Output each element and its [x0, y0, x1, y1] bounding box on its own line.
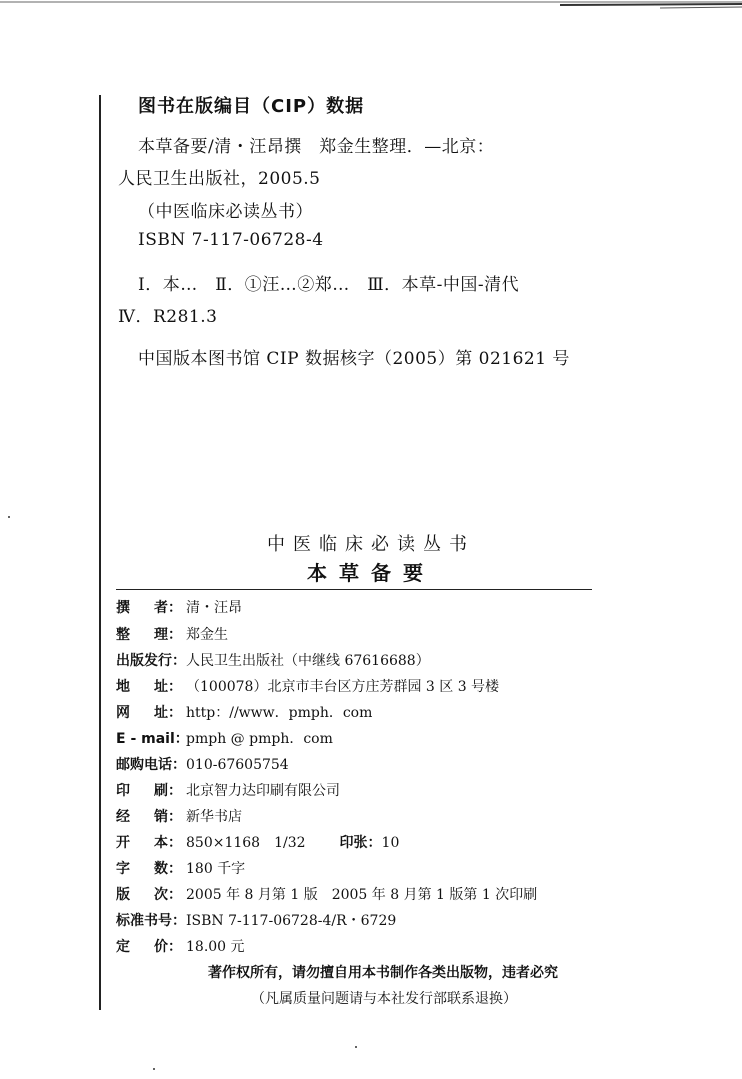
info-row-price [116, 936, 245, 958]
email-link[interactable]: pmph @ pmph．com [186, 731, 333, 747]
info-label: 标准书号： [116, 913, 186, 929]
info-row-author [116, 597, 242, 619]
info-row-edition [116, 884, 537, 906]
info-label: 经 销： [116, 809, 182, 825]
info-value: ISBN 7-117-06728-4/R・6729 [186, 913, 397, 929]
cip-line-series: （中医临床必读丛书） [138, 202, 313, 222]
info-row-isbn [116, 910, 396, 932]
info-value: （100078）北京市丰台区方庄芳群园 3 区 3 号楼 [186, 679, 500, 695]
info-row-distributor [116, 806, 242, 828]
info-value: 新华书店 [186, 809, 242, 825]
format-value: 850×1168 1/32 [186, 835, 306, 851]
info-value: 人民卫生出版社（中继线 67616688） [186, 653, 430, 669]
returns-notice: （凡属质量问题请与本社发行部联系退换） [251, 991, 517, 1007]
scan-speck [153, 1068, 155, 1070]
series-title: 中医临床必读丛书 [267, 534, 475, 555]
info-label: 定 价： [116, 939, 182, 955]
info-label: 撰 者： [116, 600, 182, 616]
cip-line-classification: Ⅳ．R281.3 [118, 307, 218, 327]
scan-speck [355, 1046, 357, 1048]
info-value: 2005 年 8 月第 1 版 2005 年 8 月第 1 版第 1 次印刷 [186, 887, 538, 903]
info-row-printer [116, 780, 340, 802]
info-label: 印 刷： [116, 783, 182, 799]
info-value: 18.00 元 [186, 939, 245, 955]
cip-line-isbn: ISBN 7-117-06728-4 [138, 230, 324, 250]
info-label: E - mail： [116, 731, 189, 747]
info-label: 开 本： [116, 835, 182, 851]
info-row-mail-order [116, 754, 289, 776]
info-label: 网 址： [116, 705, 182, 721]
cip-line-title: 本草备要/清・汪昂撰 郑金生整理．—北京： [138, 137, 495, 157]
colophon-top-rule [116, 589, 592, 590]
info-row-website [116, 702, 372, 724]
info-row-word-count [116, 858, 245, 880]
copyright-notice: 著作权所有，请勿擅自用本书制作各类出版物，违者必究 [208, 965, 558, 981]
info-label: 出版发行： [116, 653, 186, 669]
info-label: 邮购电话： [116, 757, 186, 773]
info-row-publisher [116, 650, 430, 672]
sheets-value: 10 [381, 835, 400, 851]
info-row-email [116, 728, 333, 750]
cip-line-publisher: 人民卫生出版社，2005.5 [118, 169, 321, 189]
info-value: 清・汪昂 [186, 600, 242, 616]
sheets-label: 印张： [339, 835, 382, 851]
cip-line-subjects: Ⅰ．本… Ⅱ．①汪…②郑… Ⅲ．本草-中国-清代 [138, 275, 520, 295]
book-title: 本草备要 [307, 561, 435, 585]
info-value: 北京智力达印刷有限公司 [186, 783, 340, 799]
info-row-format [116, 832, 399, 854]
cip-heading: 图书在版编目（CIP）数据 [138, 96, 365, 117]
info-label: 地 址： [116, 679, 182, 695]
cip-line-cip-number: 中国版本图书馆 CIP 数据核字（2005）第 021621 号 [138, 349, 570, 369]
info-value: 郑金生 [186, 627, 228, 643]
info-value [186, 832, 399, 854]
scan-speck [8, 516, 10, 518]
info-row-editor [116, 624, 228, 646]
info-label: 整 理： [116, 627, 182, 643]
info-value: 180 千字 [186, 861, 246, 877]
info-label: 字 数： [116, 861, 182, 877]
info-row-address [116, 676, 499, 698]
info-value: 010-67605754 [186, 757, 289, 773]
scan-edge-artifact [0, 0, 742, 14]
website-link[interactable]: http：//www．pmph．com [186, 705, 373, 721]
info-label: 版 次： [116, 887, 182, 903]
